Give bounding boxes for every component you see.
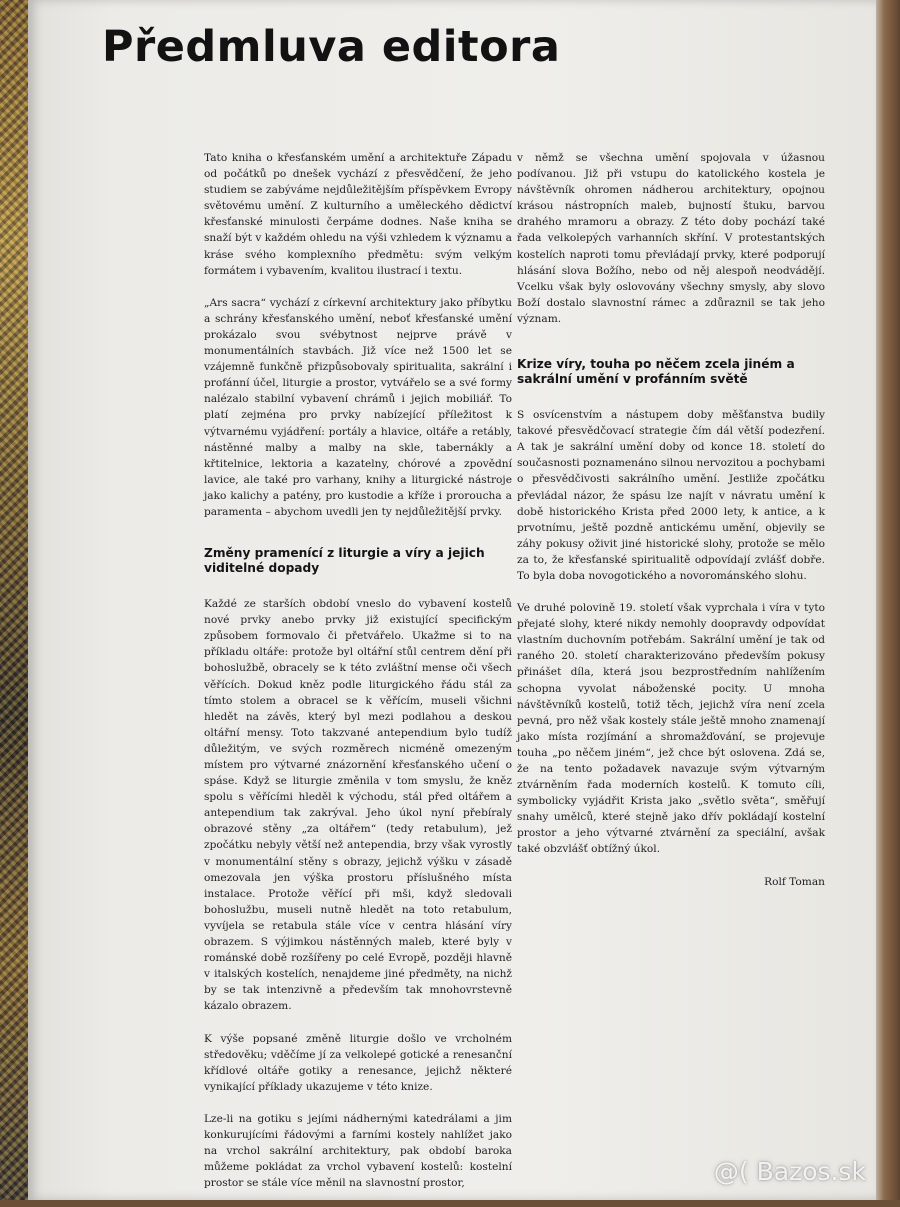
watermark: @( Bazos.sk (713, 1157, 866, 1186)
section-heading: Změny pramenící z liturgie a víry a jejich viditelné dopady (204, 546, 485, 576)
paragraph: v němž se všechna umění spojovala v úžasnou podívanou. Již při vstupu do katolického kostela je návštěvník ohromen nádherou architektury, opojnou krásou nástropních maleb, bujností štuku, barvou drahého mramoru a obrazy. Z této doby pochází také řada velkolepých varhanních skříní. V protestantských kostelích naproti tomu převládají prvky, které podporují hlásání slova Božího, nebo od něj alespoň neodvádějí. Vcelku však byly oslovovány všechny smysly, aby slovo Boží dostalo slavnostní rámec a zdůraznil se tak jeho význam. (517, 152, 825, 325)
left-column (204, 150, 512, 1207)
paragraph: „Ars sacra“ vychází z církevní architektury jako příbytku a schrány křesťanského umění, neboť křesťanské umění prokázalo svou svébytnost nejprve právě v monumentálních stavbách. Již více než 1500 let se vzájemně funkčně přizpůsobovaly spiritualita, sakrální i profánní účel, liturgie a prostor, vytvářelo se a své formy nalézalo stabilní vybavení chrámů i jejich mobiliář. To platí zejména pro prvky nabízející příležitost k výtvarnému vyjádření: portály a hlavice, oltáře a retábly, nástěnné malby a malby na skle, tabernákly a křtitelnice, lektoria a kazatelny, chórové a zpovědní lavice, ale také pro varhany, knihy a liturgické nástroje jako kalichy a patény, pro kustodie a kříže i proroucha a paramenta – abychom uvedli jen ty nejdůležitější prvky. (204, 296, 512, 518)
paragraph: Ve druhé polovině 19. století však vyprchala i víra v tyto přejaté slohy, které nikdy nemohly doopravdy odpovídat vlastním duchovním potřebám. Sakrální umění je tak od raného 20. století charakterizováno především pokusy přinášet díla, která jsou bezprostředním nahlížením schopna vyvolat náboženské pocity. U mnoha návštěvníků kostelů, totiž těch, jejichž víra není zcela pevná, pro něž však kostely stále ještě mnoho znamenají jako místa rozjímání a shromažďování, se projevuje touha „po něčem jiném“, jež chce být oslovena. Zdá se, že na tento požadavek navazuje svým výtvarným ztvárněním řada moderních kostelů. K tomuto cíli, symbolicky vyjádřit Krista jako „světlo světa“, směřují snahy umělců, které stejně jako dřív pokládají kostelní prostor a jeho výtvarné ztvárnění za speciální, avšak také obzvlášť obtížný úkol. (517, 602, 825, 856)
paragraph: K výše popsané změně liturgie došlo ve vrcholném středověku; vděčíme jí za velkolepé gotické a renesanční křídlové oltáře gotiky a renesance, jejichž některé vynikající příklady ukazujeme v této knize. (204, 1032, 512, 1093)
mosaic-background (0, 0, 30, 1200)
paragraph: Lze-li na gotiku s jejími nádhernými katedrálami a jim konkurujícími řádovými a farními kostely nahlížet jako na vrchol sakrální architektury, pak období baroka můžeme pokládat za vrchol vybavení kostelů: kostelní prostor se stále více měnil na slavnostní prostor, (204, 1112, 512, 1190)
paragraph: Tato kniha o křesťanském umění a architektuře Západu od počátků po dnešek vychází z přesvědčení, že jeho studiem se zabýváme nejdůležitějším příspěvkem Evropy světovému umění. Z kulturního a uměleckého dědictví křesťanské minulosti čerpáme dodnes. Naše kniha se snaží být v každém ohledu na výši vzhledem k významu a kráse svého komplexního předmětu: svým velkým formátem i vybavením, kvalitou ilustrací i textu. (204, 152, 512, 277)
book-page (28, 0, 876, 1200)
section-heading: Krize víry, touha po něčem zcela jiném a sakrální umění v profánním světě (517, 357, 795, 387)
page-edge (874, 0, 900, 1200)
page-title: Předmluva editora (102, 22, 561, 72)
right-column (517, 150, 825, 906)
author-signature: Rolf Toman (764, 875, 825, 888)
paragraph: Každé ze starších období vneslo do vybavení kostelů nové prvky anebo prvky již existující specifickým způsobem formovalo či přetvářelo. Ukažme si to na příkladu oltáře: protože byl oltářní stůl centrem dění při bohoslužbě, obracely se k této zvláštní mense oči všech věřících. Dokud kněz podle liturgického řádu stál za tímto stolem a obracel se k věřícím, museli všichni hledět na závěs, který byl mezi podlahou a deskou oltářní mensy. Toto takzvané antependium bylo tudíž důležitým, ve svých rozměrech nicméně omezeným místem pro výtvarné znázornění křesťanského učení o spáse. Když se liturgie změnila v tom smyslu, že kněz spolu s věřícími hleděl k východu, stál před oltářem a antependium tak zakrýval. Jeho úkol nyní přebíraly obrazové stěny „za oltářem“ (tedy retabulum), jež zpočátku nebyly větší než antependia, brzy však vyrostly v monumentální stěny s obrazy, jejichž výšku v zásadě omezovala jen výška prostoru příslušného místa instalace. Protože věřící při mši, když sledovali bohoslužbu, museli nutně hledět na toto retabulum, vyvíjela se retabula stále více v centra hlásání víry obrazem. S výjimkou nástěnných maleb, které byly v románské době rozšířeny po celé Evropě, později hlavně v italských kostelích, nenajdeme jiné předměty, na nichž by se tak intenzivně a především tak mnohovrstevně kázalo obrazem. (204, 598, 512, 1013)
paragraph: S osvícenstvím a nástupem doby měšťanstva budily takové přesvědčovací strategie čím dál větší podezření. A tak je sakrální umění doby od konce 18. století do současnosti poznamenáno silnou nervozitou a pochybami o přesvědčivosti sakrálního umění. Jestliže zpočátku převládal názor, že spásu lze najít v návratu umění k době historického Krista před 2000 lety, k antice, a k prvotnímu, ještě pozdně antickému umění, objevily se záhy pokusy oživit jiné historické slohy, protože se mělo za to, že křesťanské spiritualitě odpovídají zvlášť dobře. To byla doba novogotického a novorománského slohu. (517, 409, 825, 582)
